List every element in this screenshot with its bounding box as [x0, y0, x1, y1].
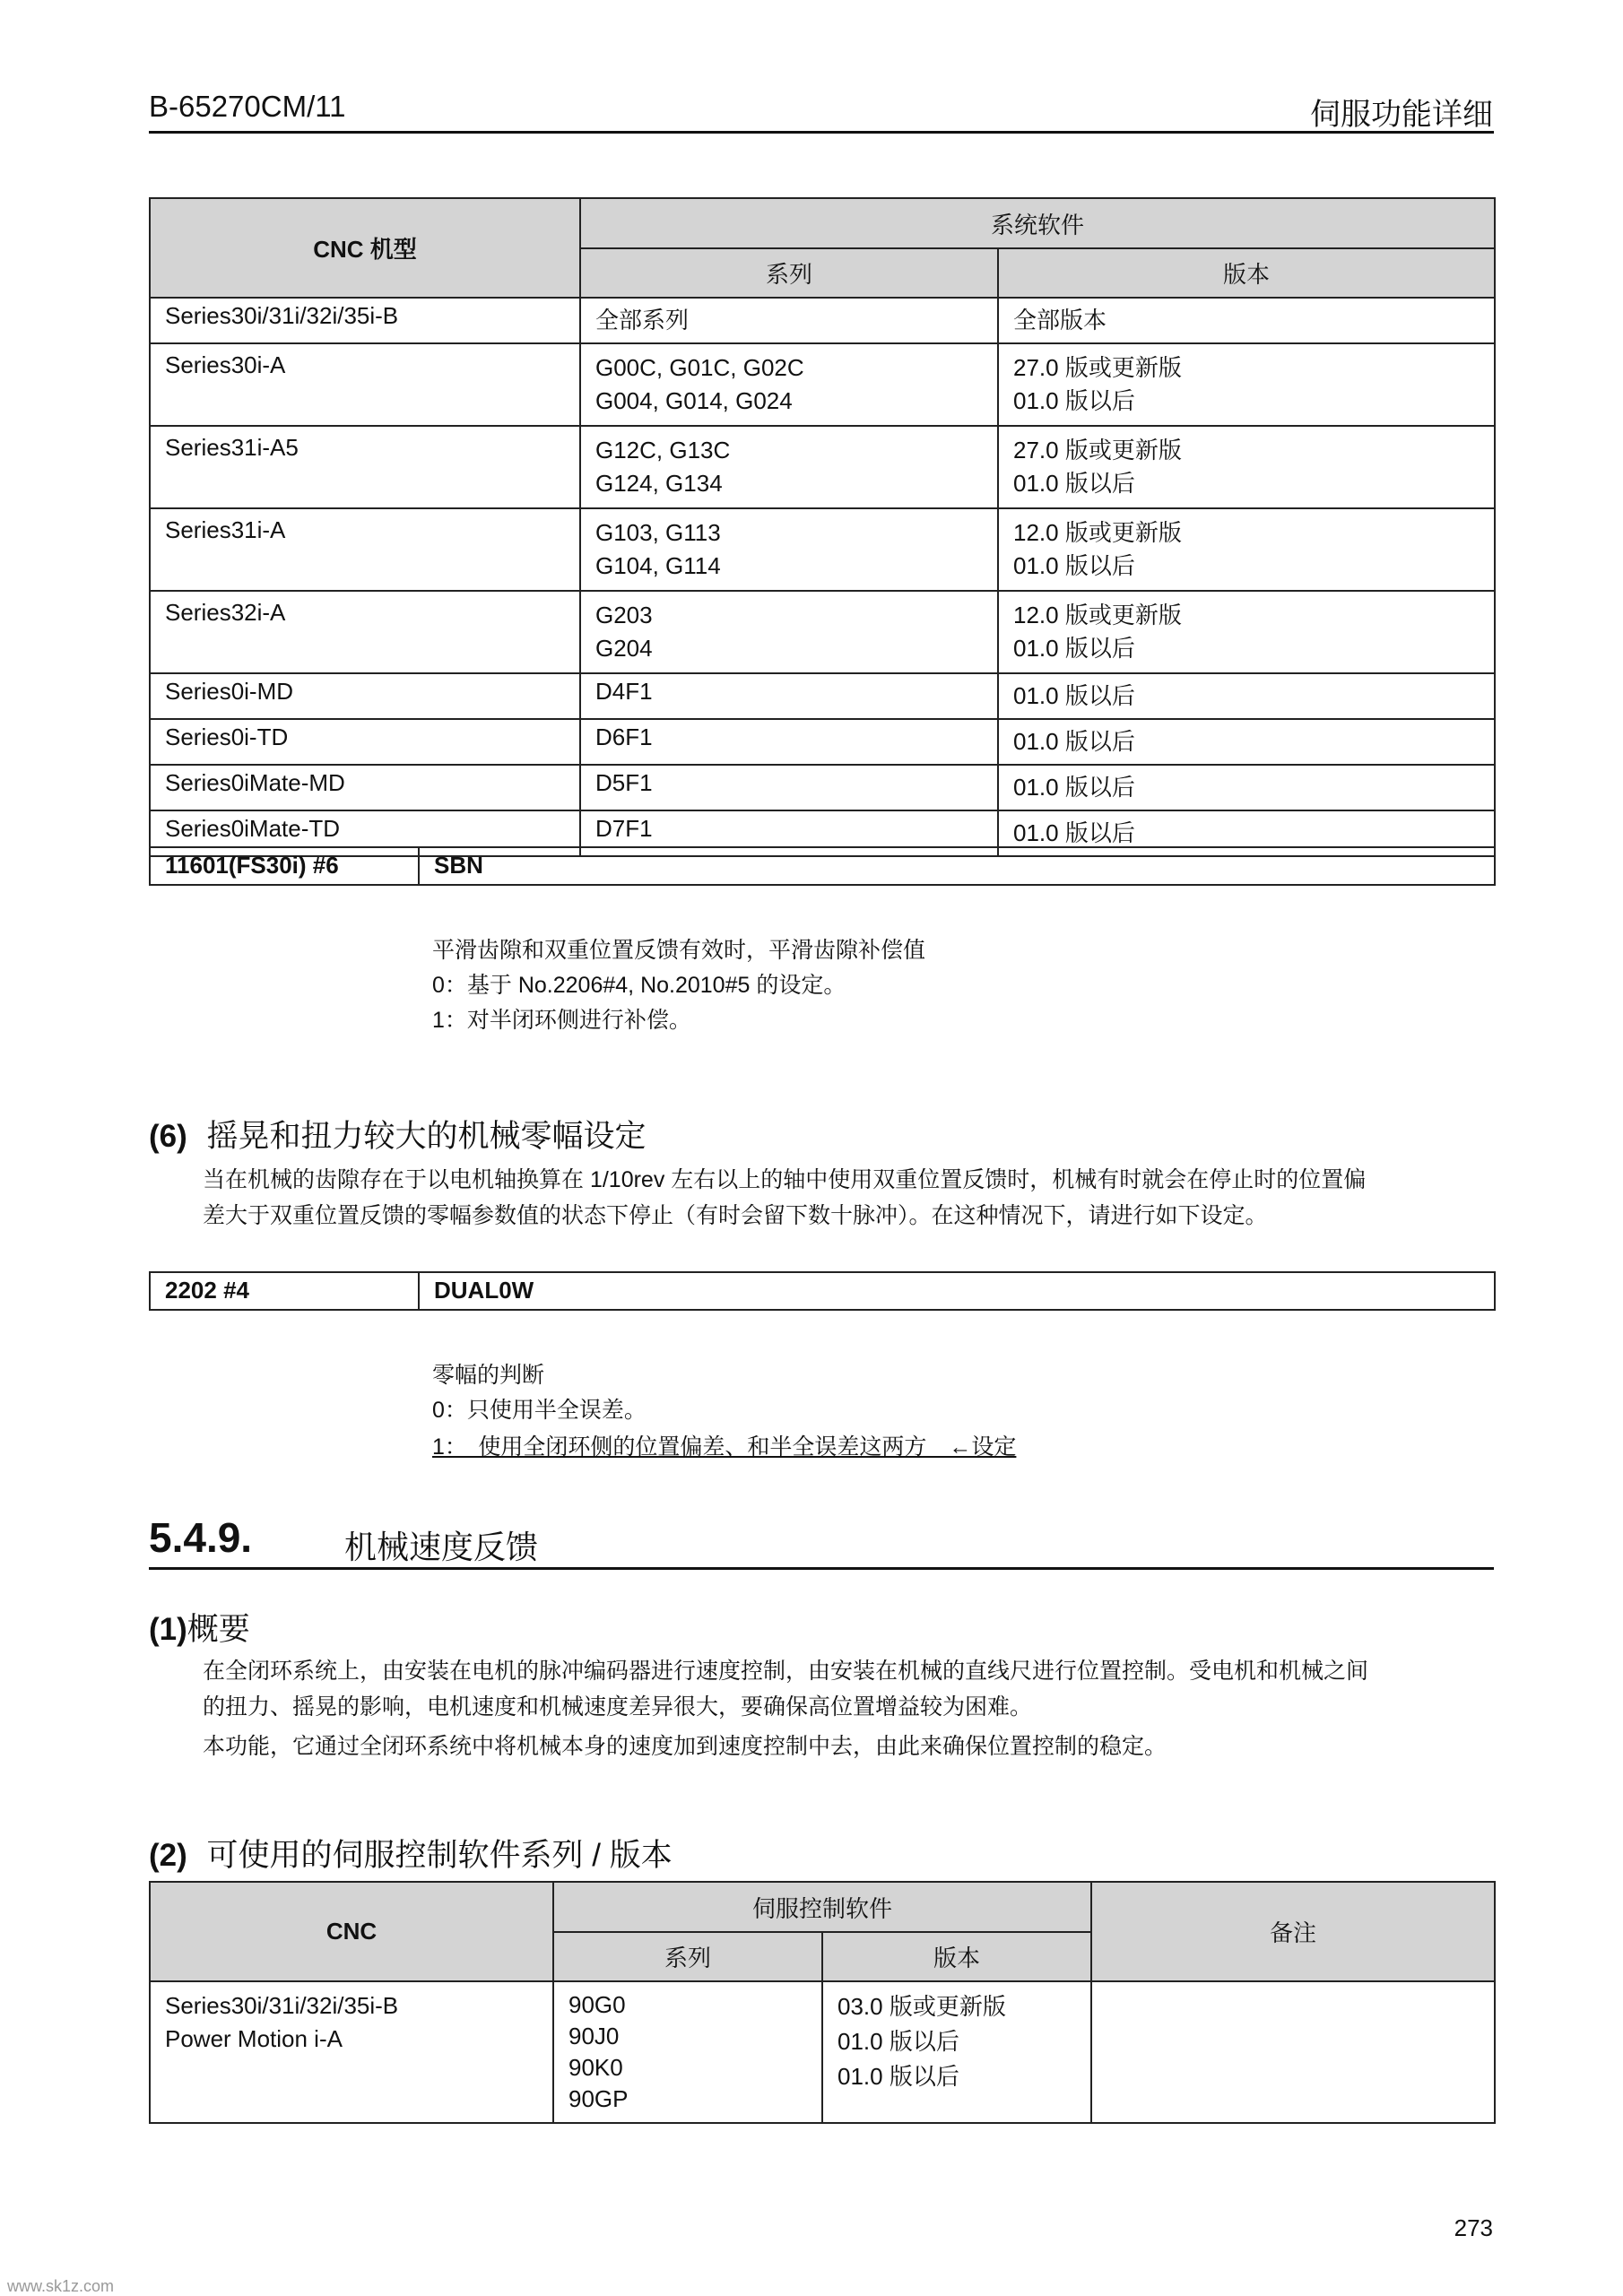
parameter-box-dual0w: [149, 1271, 1496, 1311]
col-remark-header: 备注: [1091, 1882, 1495, 1981]
col-series-header: 系列: [553, 1932, 822, 1981]
overview-paragraph-line3: 本功能，它通过全闭环系统中将机械本身的速度加到速度控制中去，由此来确保位置控制的稳定。: [203, 1734, 1167, 1759]
table-row: Series30i-A G00C, G01C, G02C G004, G014, G024 27.0 版或更新版 01.0 版以后: [150, 343, 1495, 426]
overview-paragraph-line1: 在全闭环系统上，由安装在电机的脉冲编码器进行速度控制，由安装在机械的直线尺进行位置控制。受电机和机械之间: [203, 1659, 1369, 1684]
col-version-header: 版本: [822, 1932, 1091, 1981]
table-row: Series30i/31i/32i/35i-B 全部系列 全部版本: [150, 298, 1495, 343]
overview-paragraph-line2: 的扭力、摇晃的影响，电机速度和机械速度差异很大，要确保高位置增益较为困难。: [203, 1694, 1033, 1720]
document-id: B-65270CM/11: [149, 90, 346, 123]
parameter-number: 2202 #4: [150, 1272, 419, 1310]
parameter-number: 11601(FS30i) #6: [150, 847, 419, 885]
system-software-table: [149, 197, 1496, 857]
parameter-option-0: 0：基于 No.2206#4, No.2010#5 的设定。: [432, 973, 846, 998]
table-row: Series32i-A G203 G204 12.0 版或更新版 01.0 版以后: [150, 591, 1495, 673]
section-number: 5.4.9.: [149, 1514, 253, 1561]
servo-software-table: [149, 1881, 1496, 2124]
table-row: Series0iMate-TD D7F1 01.0 版以后: [150, 810, 1495, 856]
table-row: Series0i-TD D6F1 01.0 版以后: [150, 719, 1495, 765]
col-version-header: 版本: [998, 248, 1495, 298]
parameter-box-sbn: [149, 846, 1496, 886]
parameter-name: DUAL0W: [419, 1272, 1495, 1310]
parameter-option-1: 1：对半闭环侧进行补偿。: [432, 1008, 691, 1033]
col-cnc-header: CNC: [150, 1882, 553, 1981]
section-title: 机械速度反馈: [344, 1529, 539, 1565]
parameter-option-1-setting: 1： 使用全闭环侧的位置偏差、和半全误差这两方 ←设定: [432, 1434, 1017, 1460]
section-6-paragraph-line2: 差大于双重位置反馈的零幅参数值的状态下停止（有时会留下数十脉冲）。在这种情况下，请进行如下设定。: [203, 1203, 1268, 1228]
parameter-description: 零幅的判断: [432, 1363, 545, 1388]
table-row: Series30i/31i/32i/35i-B Power Motion i-A 90G0 90J0 90K0 90GP 03.0 版或更新版 01.0 版以后 01.0 版以后: [150, 1981, 1495, 2123]
col-cnc-header: CNC 机型: [150, 198, 580, 298]
parameter-name: SBN: [419, 847, 1495, 885]
table-row: Series31i-A5 G12C, G13C G124, G134 27.0 版或更新版 01.0 版以后: [150, 426, 1495, 508]
header-rule: [149, 131, 1494, 134]
chapter-title: 伺服功能详细: [1310, 98, 1493, 132]
table-row: Series0i-MD D4F1 01.0 版以后: [150, 673, 1495, 719]
remark-cell: [1091, 1981, 1495, 2123]
section-rule: [149, 1567, 1494, 1570]
col-servo-software-header: 伺服控制软件: [553, 1882, 1091, 1932]
col-series-header: 系列: [580, 248, 998, 298]
watermark: www.sk1z.com: [7, 2277, 115, 2295]
page-number: 273: [1454, 2214, 1493, 2241]
parameter-description: 平滑齿隙和双重位置反馈有效时，平滑齿隙补偿值: [432, 938, 926, 963]
overview-heading: (1)概要: [149, 1612, 250, 1647]
section-6-heading: (6) 摇晃和扭力较大的机械零幅设定: [149, 1119, 647, 1154]
parameter-option-0: 0：只使用半全误差。: [432, 1398, 647, 1423]
section-6-paragraph-line1: 当在机械的齿隙存在于以电机轴换算在 1/10rev 左右以上的轴中使用双重位置反馈时，机械有时就会在停止时的位置偏: [203, 1167, 1367, 1192]
software-heading: (2) 可使用的伺服控制软件系列 / 版本: [149, 1838, 673, 1873]
table-row: Series0iMate-MD D5F1 01.0 版以后: [150, 765, 1495, 810]
col-system-software-header: 系统软件: [580, 198, 1495, 248]
table-row: Series31i-A G103, G113 G104, G114 12.0 版或更新版 01.0 版以后: [150, 508, 1495, 591]
